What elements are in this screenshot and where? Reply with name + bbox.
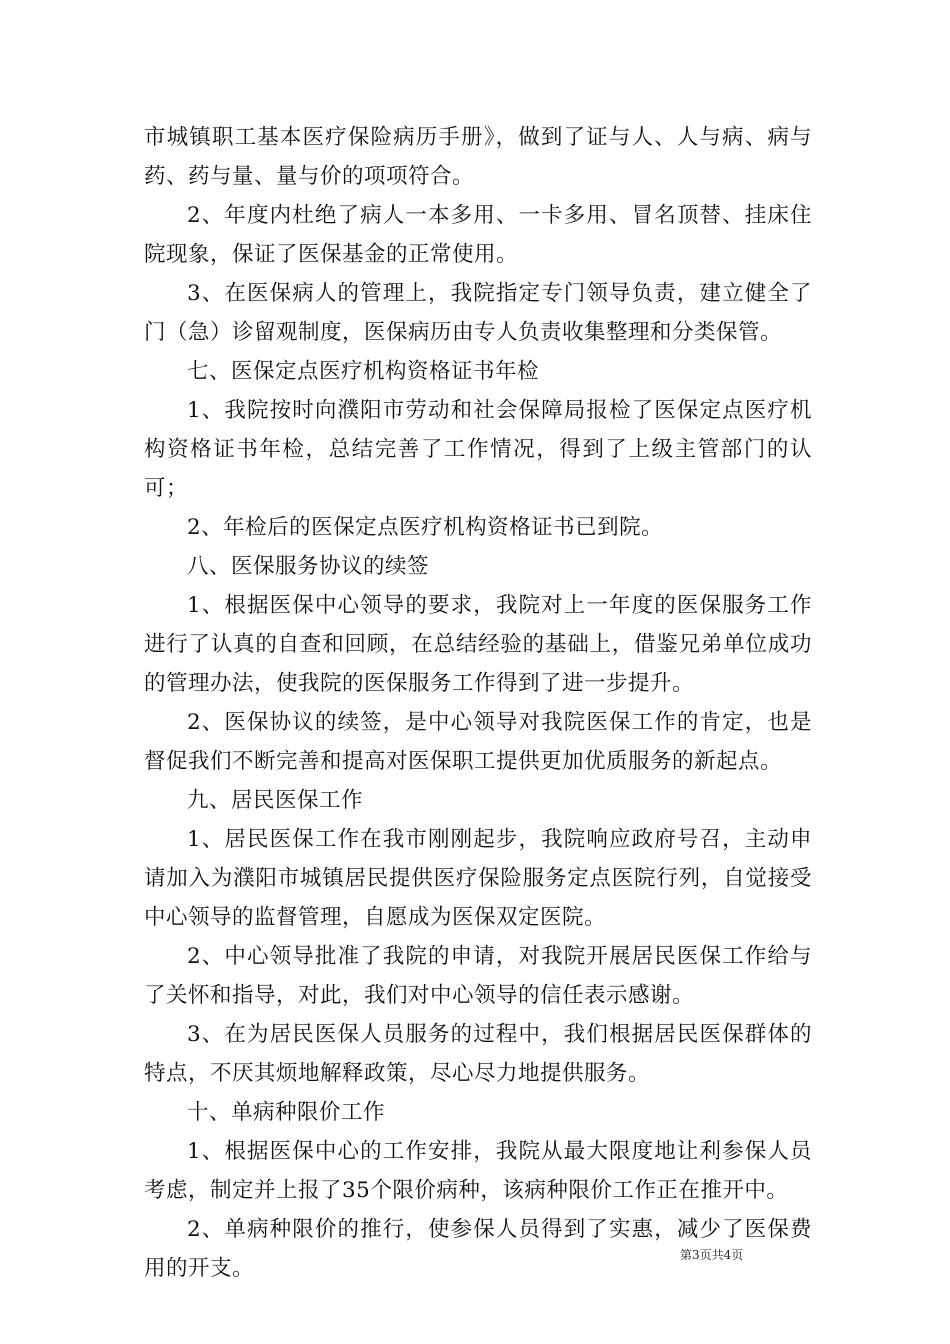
paragraph: 1、根据医保中心领导的要求，我院对上一年度的医保服务工作进行了认真的自查和回顾，在总结经验的基础上，借鉴兄弟单位成功的管理办法，使我院的医保服务工作得到了进一步提升。 <box>144 593 812 696</box>
paragraph: 3、在医保病人的管理上，我院指定专门领导负责，建立健全了门（急）诊留观制度，医保病历由专人负责收集整理和分类保管。 <box>144 281 812 345</box>
paragraph: 3、在为居民医保人员服务的过程中，我们根据居民医保群体的特点，不厌其烦地解释政策，尽心尽力地提供服务。 <box>144 1022 812 1086</box>
paragraph-continuation: 市城镇职工基本医疗保险病历手册》，做到了证与人、人与病、病与药、药与量、量与价的项项符合。 <box>144 125 812 189</box>
section-heading: 九、居民医保工作 <box>187 788 364 813</box>
paragraph: 2、年检后的医保定点医疗机构资格证书已到院。 <box>187 515 664 540</box>
paragraph: 1、居民医保工作在我市刚刚起步，我院响应政府号召，主动申请加入为濮阳市城镇居民提供医疗保险服务定点医院行列，自觉接受中心领导的监督管理，自愿成为医保双定医院。 <box>144 827 812 930</box>
paragraph: 1、我院按时向濮阳市劳动和社会保障局报检了医保定点医疗机构资格证书年检，总结完善了工作情况，得到了上级主管部门的认可； <box>144 398 812 501</box>
paragraph: 2、年度内杜绝了病人一本多用、一卡多用、冒名顶替、挂床住院现象，保证了医保基金的正常使用。 <box>144 203 812 267</box>
paragraph: 2、单病种限价的推行，使参保人员得到了实惠，减少了医保费用的开支。 <box>144 1217 812 1281</box>
page-number: 第3页共4页 <box>680 1248 744 1262</box>
document-body <box>144 118 812 1288</box>
section-heading: 十、单病种限价工作 <box>187 1100 386 1125</box>
section-heading: 八、医保服务协议的续签 <box>187 554 430 579</box>
section-heading: 七、医保定点医疗机构资格证书年检 <box>187 359 540 384</box>
paragraph: 2、中心领导批准了我院的申请，对我院开展居民医保工作给与了关怀和指导，对此，我们对中心领导的信任表示感谢。 <box>144 944 812 1008</box>
paragraph: 2、医保协议的续签，是中心领导对我院医保工作的肯定，也是督促我们不断完善和提高对医保职工提供更加优质服务的新起点。 <box>144 710 812 774</box>
paragraph: 1、根据医保中心的工作安排，我院从最大限度地让利参保人员考虑，制定并上报了35个限价病种，该病种限价工作正在推开中。 <box>144 1139 812 1203</box>
